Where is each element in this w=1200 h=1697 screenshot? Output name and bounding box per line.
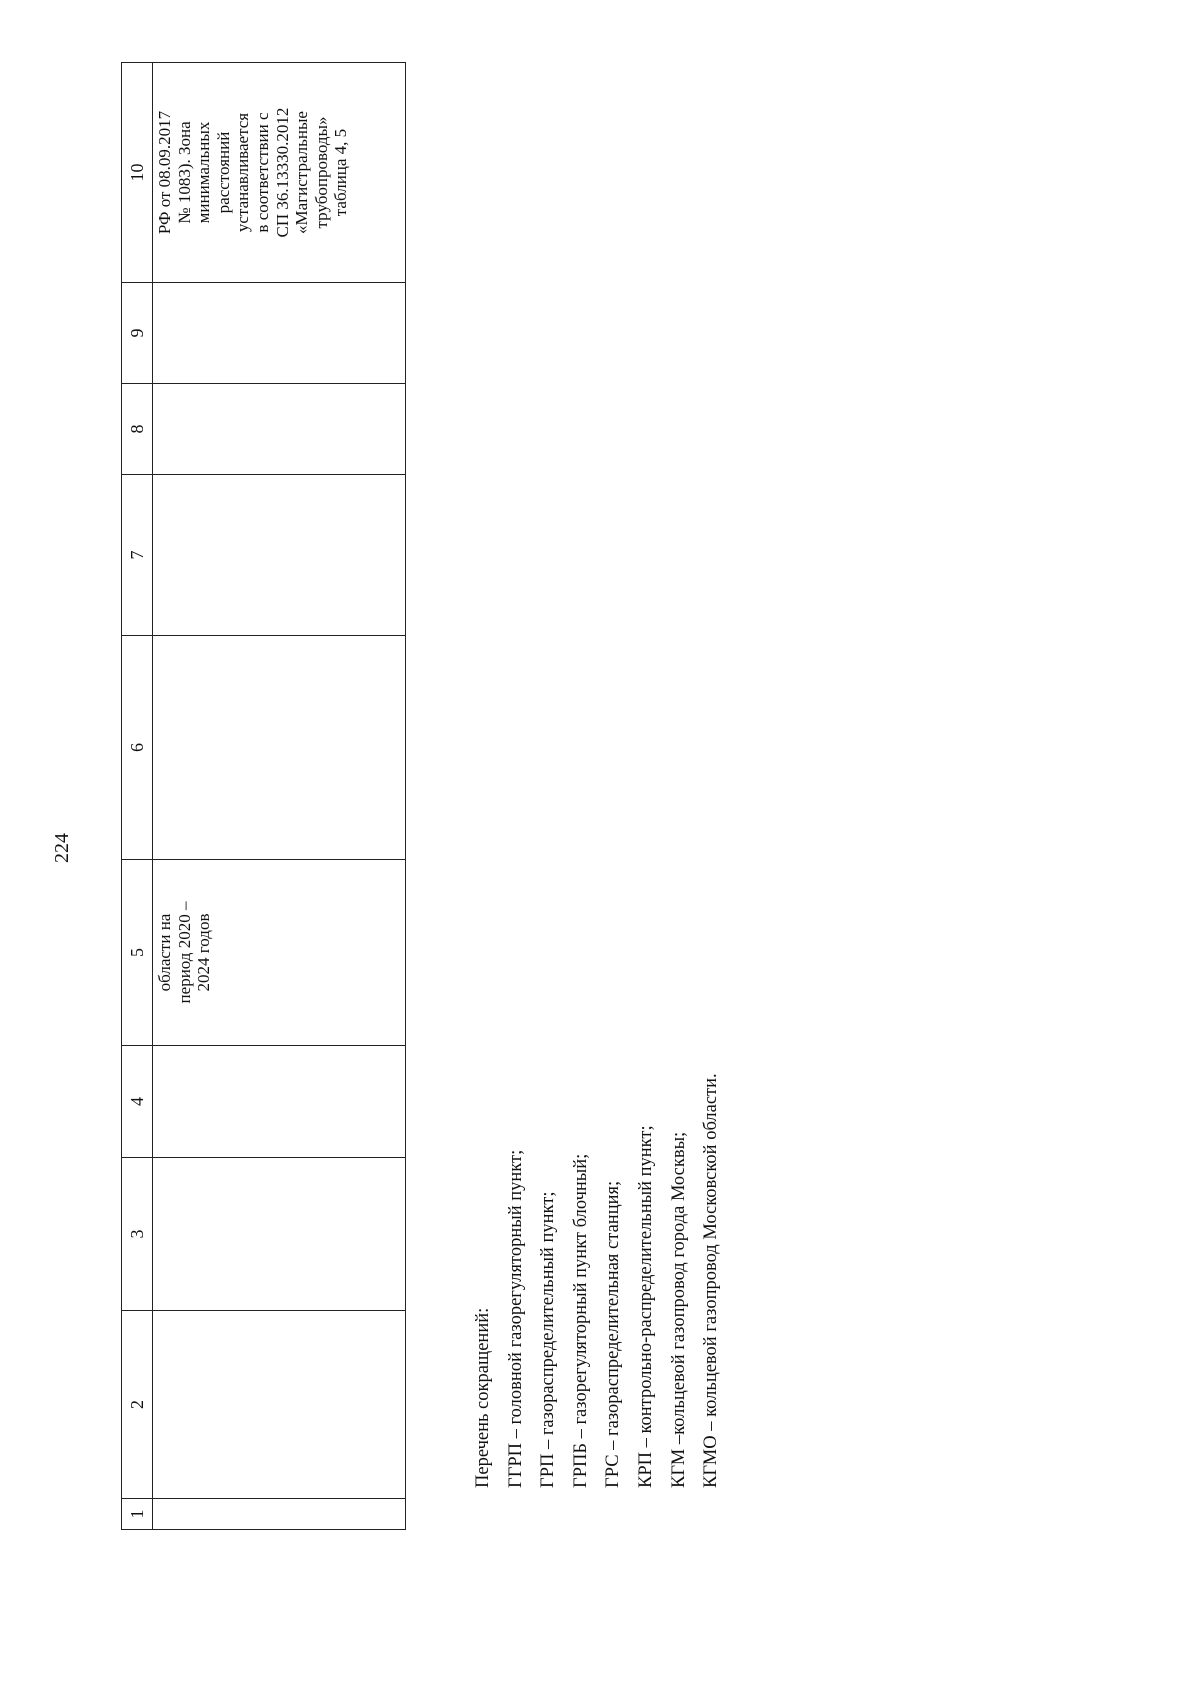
column-header-2: 2: [122, 1311, 153, 1499]
table-cell-10: РФ от 08.09.2017 № 1083). Зона минимальных расстояний устанавливается в соответствии с СП 36.13330.2012 «Магистральные трубопроводы» таблица 4, 5: [153, 63, 406, 283]
table-row: [153, 63, 406, 1530]
abbreviation-item: КГМО – кольцевой газопровод Московской области.: [701, 1073, 722, 1488]
column-header-7: 7: [122, 475, 153, 636]
column-header-8: 8: [122, 384, 153, 475]
page-number: 224: [51, 833, 73, 863]
abbreviation-item: ГГРП – головной газорегуляторный пункт;: [505, 1149, 526, 1488]
abbreviation-item: КРП – контрольно-распределительный пункт;: [635, 1125, 656, 1488]
column-header-3: 3: [122, 1158, 153, 1311]
abbreviation-item: КГМ –кольцевой газопровод города Москвы;: [668, 1131, 689, 1488]
column-header-4: 4: [122, 1046, 153, 1158]
table-cell-4: [153, 1046, 406, 1158]
abbreviation-item: ГРП – газораспределительный пункт;: [538, 1191, 559, 1488]
column-header-1: 1: [122, 1499, 153, 1530]
column-header-9: 9: [122, 283, 153, 384]
abbreviation-item: ГРС – газораспределительная станция;: [603, 1180, 624, 1488]
table-cell-5: области на период 2020 – 2024 годов: [153, 860, 406, 1046]
table-cell-8: [153, 384, 406, 475]
table-cell-7: [153, 475, 406, 636]
table-cell-2: [153, 1311, 406, 1499]
rotated-document-page: [25, 48, 1175, 1648]
abbreviations-list: [467, 1073, 728, 1488]
abbreviations-title: Перечень сокращений:: [473, 1307, 493, 1488]
data-table: [121, 62, 406, 1530]
table-header-row: [122, 63, 153, 1530]
column-header-5: 5: [122, 860, 153, 1046]
table-cell-9: [153, 283, 406, 384]
column-header-6: 6: [122, 636, 153, 860]
table-cell-1: [153, 1499, 406, 1530]
table-cell-6: [153, 636, 406, 860]
abbreviation-item: ГРПБ – газорегуляторный пункт блочный;: [570, 1153, 591, 1488]
table-cell-3: [153, 1158, 406, 1311]
column-header-10: 10: [122, 63, 153, 283]
